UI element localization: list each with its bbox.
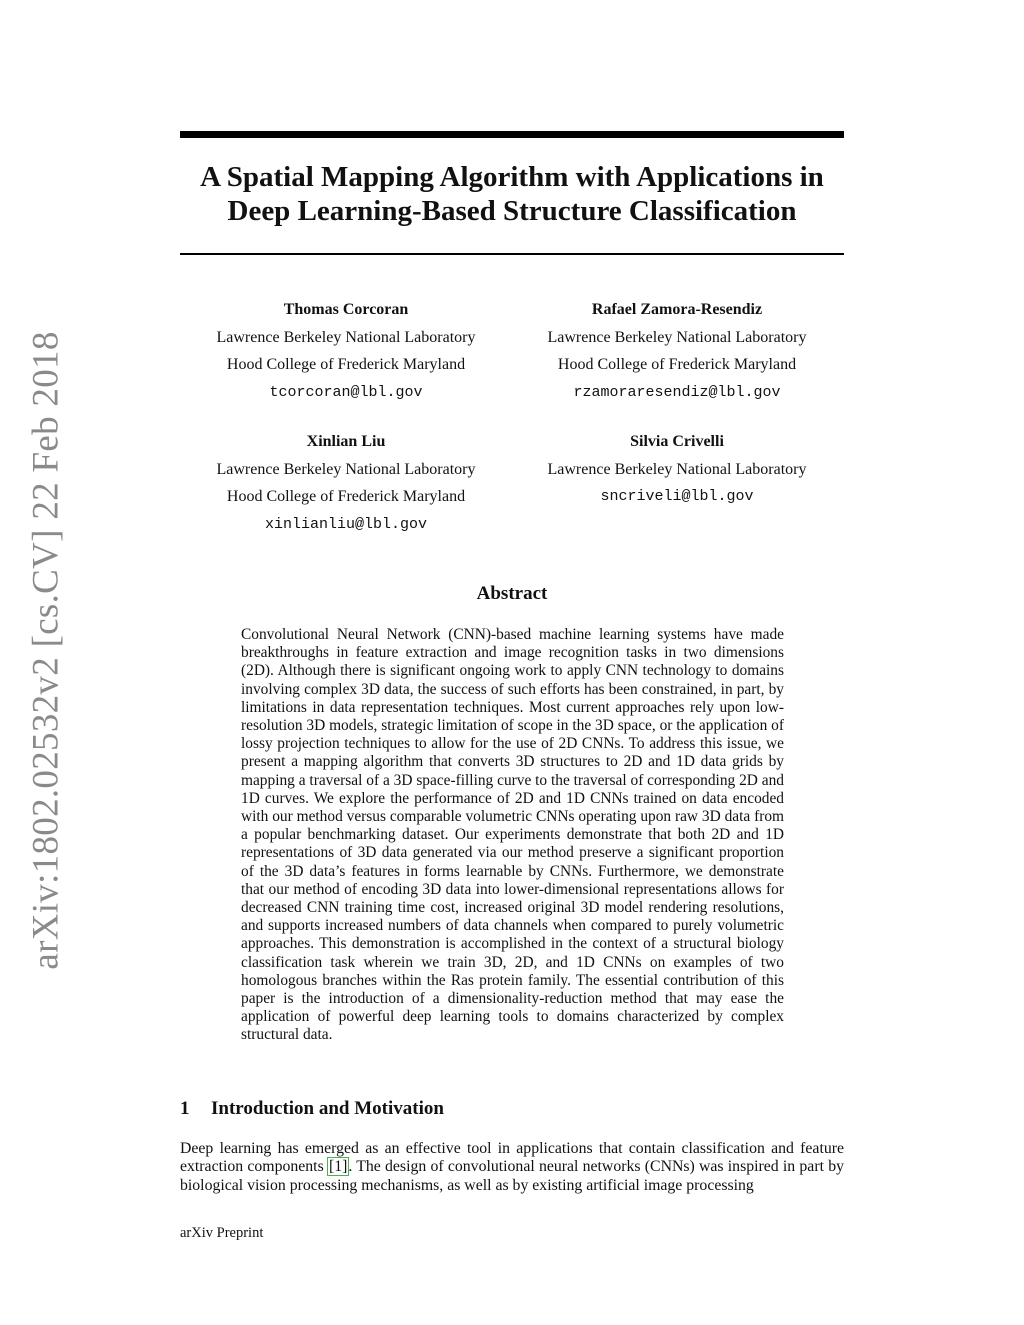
footer-label: arXiv Preprint — [180, 1225, 264, 1241]
author-block-corcoran — [186, 296, 506, 406]
abstract-heading: Abstract — [476, 583, 548, 604]
author-email[interactable]: rzamoraresendiz@lbl.gov — [573, 383, 781, 401]
author-email[interactable]: xinlianliu@lbl.gov — [264, 515, 428, 533]
paper-title — [180, 160, 844, 228]
intro-text-end: . The design of convolutional neural networks (CNNs) was inspired in part by biological vision processing mechanisms, as well as by existing artificial image processing — [180, 1158, 844, 1194]
section-heading-introduction — [180, 1098, 844, 1120]
intro-text-start: Deep learning has emerged as an effective tool in applications that contain classification and feature extraction components — [180, 1140, 844, 1176]
arxiv-side-stamp — [18, 330, 74, 970]
author-name: Thomas Corcoran — [283, 301, 409, 318]
author-name: Rafael Zamora-Resendiz — [591, 301, 763, 318]
author-block-liu — [186, 428, 506, 538]
author-affiliation: Lawrence Berkeley National Laboratory — [216, 328, 476, 346]
citation-link[interactable]: [1] — [328, 1158, 348, 1176]
author-block-zamora-resendiz — [517, 296, 837, 406]
title-bottom-rule — [180, 253, 844, 255]
author-block-crivelli — [517, 428, 837, 511]
author-email[interactable]: sncriveli@lbl.gov — [600, 488, 754, 505]
title-line-2: Deep Learning-Based Structure Classification — [227, 195, 797, 227]
title-line-1: A Spatial Mapping Algorithm with Applications in — [200, 161, 824, 193]
author-affiliation: Lawrence Berkeley National Laboratory — [547, 460, 807, 478]
introduction-paragraph — [180, 1140, 844, 1195]
author-name: Xinlian Liu — [306, 433, 386, 450]
arxiv-identifier: arXiv:1802.02532v2 [cs.CV] 22 Feb 2018 — [25, 330, 67, 970]
section-number: 1 — [180, 1098, 190, 1119]
author-affiliation: Lawrence Berkeley National Laboratory — [547, 328, 807, 346]
author-affiliation: Hood College of Frederick Maryland — [557, 356, 797, 373]
author-email[interactable]: tcorcoran@lbl.gov — [269, 383, 423, 401]
author-name: Silvia Crivelli — [630, 433, 724, 450]
author-affiliation: Lawrence Berkeley National Laboratory — [216, 460, 476, 478]
title-top-rule — [180, 131, 844, 138]
author-affiliation: Hood College of Frederick Maryland — [226, 488, 466, 505]
abstract-text: Convolutional Neural Network (CNN)-based machine learning systems have made breakthroughs in feature extraction and image recognition tasks in two dimensions (2D). Although there is significant ongoing work to apply CNN technology to domains involving complex 3D data, the success of such efforts has been constrained, in part, by limitations in data representation techniques. Most current approaches rely upon low-resolution 3D models, strategic limitation of scope in the 3D space, or the application of lossy projection techniques to allow for the use of 2D CNNs. To address this issue, we present a mapping algorithm that converts 3D structures to 2D and 1D data grids by mapping a traversal of a 3D space-filling curve to the traversal of corresponding 2D and 1D curves. We explore the performance of 2D and 1D CNNs trained on data encoded with our method versus comparable volumetric CNNs operating upon raw 3D data from a popular benchmarking dataset. Our experiments demonstrate that both 2D and 1D representations of 3D data generated via our method preserve a significant proportion of the 3D data’s features in forms learnable by CNNs. Furthermore, we demonstrate that our method of encoding 3D data into lower-dimensional representations allows for decreased CNN training time cost, increased original 3D model rendering resolutions, and supports increased numbers of data channels when compared to purely volumetric approaches. This demonstration is accomplished in the context of a structural biology classification task wherein we train 3D, 2D, and 1D CNNs on examples of two homologous branches within the Ras protein family. The essential contribution of this paper is the introduction of a dimensionality-reduction method that may ease the application of powerful deep learning tools to domains characterized by complex structural data. — [241, 626, 784, 1044]
section-title: Introduction and Motivation — [211, 1098, 444, 1119]
author-affiliation: Hood College of Frederick Maryland — [226, 356, 466, 373]
